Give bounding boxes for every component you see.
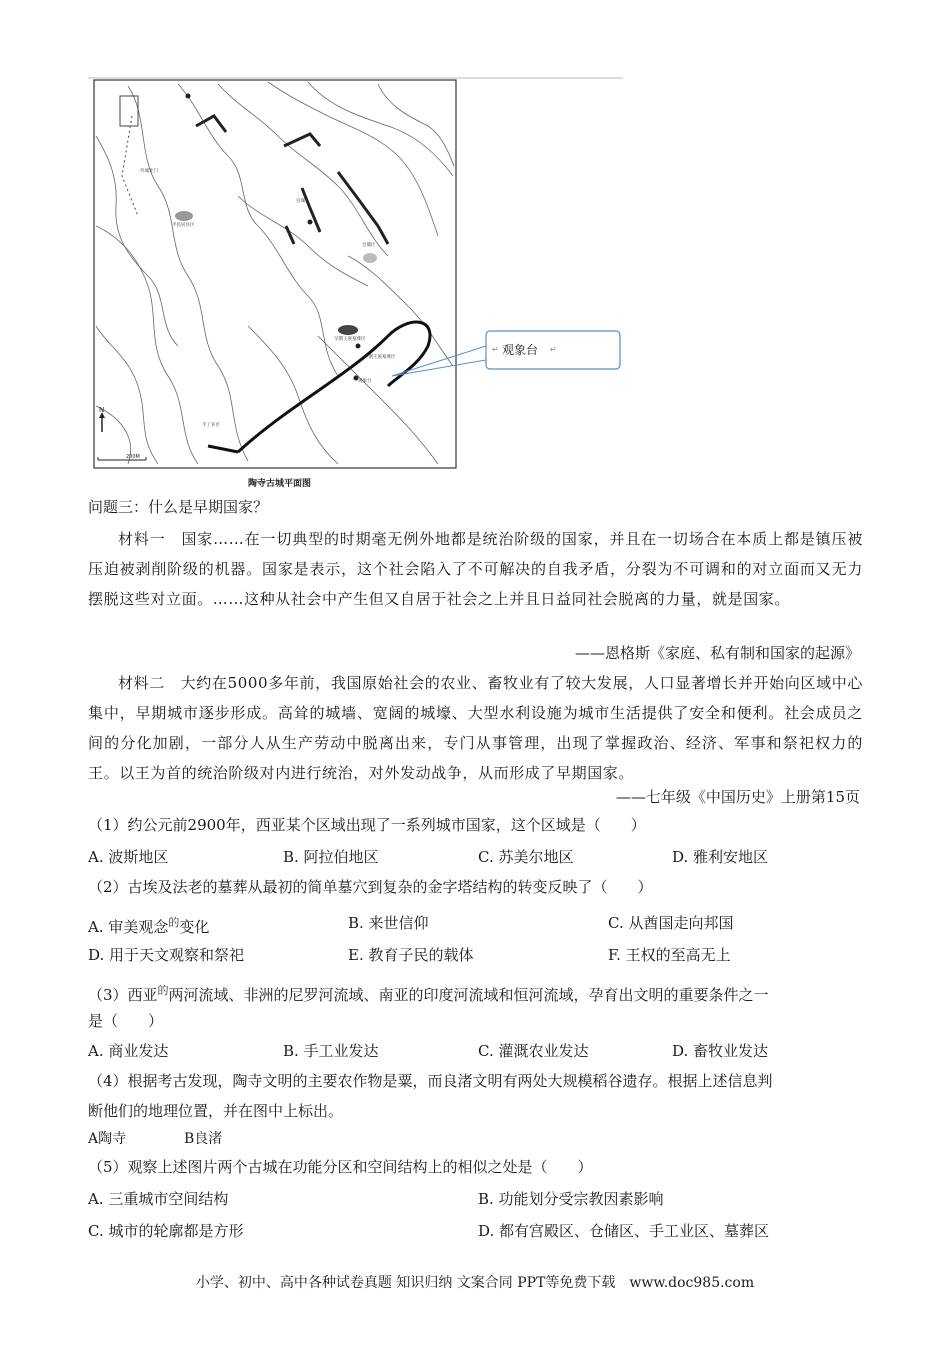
material-two-source: ——七年级《中国历史》上册第15页 bbox=[615, 788, 860, 806]
svg-text:中期王族墓葬区: 中期王族墓葬区 bbox=[364, 355, 396, 360]
q2-option-f[interactable]: F. 王权的至高无上 bbox=[608, 946, 731, 964]
q3-stem-small: 的 bbox=[157, 984, 169, 997]
q1-option-b[interactable]: B. 阿拉伯地区 bbox=[283, 848, 379, 866]
material-one-source: ——恩格斯《家庭、私有制和国家的起源》 bbox=[574, 644, 860, 662]
svg-text:平民居住区: 平民居住区 bbox=[172, 223, 195, 228]
q3-option-b[interactable]: B. 手工业发达 bbox=[283, 1042, 379, 1060]
q3-option-d[interactable]: D. 畜牧业发达 bbox=[672, 1042, 769, 1060]
q5-option-c[interactable]: C. 城市的轮廓都是方形 bbox=[88, 1222, 244, 1240]
site-map-figure bbox=[88, 76, 628, 496]
question-3-stem bbox=[88, 980, 769, 1006]
q1-option-a[interactable]: A. 波斯地区 bbox=[88, 848, 169, 866]
material-one: 材料一 国家……在一切典型的时期毫无例外地都是统治阶级的国家，并且在一切场合在本质上都是镇压被压迫被剥削阶级的机器。国家是表示，这个社会陷入了不可解决的自我矛盾，分裂为不可调和的对立面而又无力摆脱这些对立面。……这种从社会中产生但又自居于社会之上并且日益同社会脱离的力量，就是国家。 bbox=[88, 530, 863, 608]
callout-label: 观象台 bbox=[502, 343, 539, 357]
taosi-city-map bbox=[88, 76, 628, 496]
material-two: 材料二 大约在5000多年前，我国原始社会的农业、畜牧业有了较大发展，人口显著增长并开始向区域中心集中，早期城市逐步形成。高耸的城墙、宽阔的城壕、大型水利设施为城市生活提供了安全和便利。社会成员之间的分化加剧，一部分人从生产劳动中脱离出来，专门从事管理，出现了掌握政治、经济、军事和祭祀权力的王。以王为首的统治阶级对内进行统治，对外发动战争，从而形成了早期国家。 bbox=[88, 674, 863, 782]
q3-stem-b: 两河流域、非洲的尼罗河流域、南亚的印度河流域和恒河流域，孕育出文明的重要条件之一 bbox=[168, 986, 769, 1004]
q1-option-c[interactable]: C. 苏美尔地区 bbox=[478, 848, 574, 866]
svg-text:外城北门: 外城北门 bbox=[140, 169, 158, 174]
svg-text:早期王族墓葬区: 早期王族墓葬区 bbox=[334, 337, 366, 342]
q5-option-b[interactable]: B. 功能划分受宗教因素影响 bbox=[478, 1190, 664, 1208]
q2-option-a[interactable] bbox=[88, 912, 209, 938]
question-2-stem: （2）古埃及法老的墓葬从最初的简单墓穴到复杂的金字塔结构的转变反映了（ ） bbox=[88, 878, 653, 896]
q1-option-d[interactable]: D. 雅利安地区 bbox=[672, 848, 769, 866]
svg-text:观象台: 观象台 bbox=[358, 379, 372, 384]
svg-text:仓储区: 仓储区 bbox=[362, 243, 376, 248]
q2-option-e[interactable]: E. 教育子民的载体 bbox=[348, 946, 474, 964]
q2-option-b[interactable]: B. 来世信仰 bbox=[348, 914, 429, 932]
q2-option-a-small: 的 bbox=[168, 916, 180, 929]
q2-option-a-tail: 变化 bbox=[179, 918, 210, 936]
question-1-stem: （1）约公元前2900年，西亚某个区域出现了一系列城市国家，这个区域是（ ） bbox=[88, 816, 646, 834]
page-footer: 小学、初中、高中各种试卷真题 知识归纳 文案合同 PPT等免费下载 www.doc985.com bbox=[195, 1275, 755, 1291]
q3-option-c[interactable]: C. 灌溉农业发达 bbox=[478, 1042, 589, 1060]
q2-option-d[interactable]: D. 用于天文观察和祭祀 bbox=[88, 946, 245, 964]
question-3-stem-cont: 是（ ） bbox=[88, 1012, 164, 1030]
q5-option-a[interactable]: A. 三重城市空间结构 bbox=[88, 1190, 229, 1208]
map-caption: 陶寺古城平面图 bbox=[248, 479, 312, 489]
scale-label: 200M bbox=[126, 454, 140, 460]
q2-option-c[interactable]: C. 从酋国走向邦国 bbox=[608, 914, 734, 932]
q3-stem-a: （3）西亚 bbox=[88, 986, 158, 1004]
svg-text:宫城: 宫城 bbox=[296, 199, 305, 204]
q4-label-b: B良渚 bbox=[184, 1131, 223, 1147]
q4-label-a: A陶寺 bbox=[88, 1131, 127, 1147]
section-title: 问题三：什么是早期国家？ bbox=[88, 498, 269, 516]
q5-option-d[interactable]: D. 都有宫殿区、仓储区、手工业区、墓葬区 bbox=[478, 1222, 770, 1240]
question-4-stem-cont: 断他们的地理位置，并在图中上标出。 bbox=[88, 1102, 344, 1120]
question-5-stem: （5）观察上述图片两个古城在功能分区和空间结构上的相似之处是（ ） bbox=[88, 1158, 593, 1176]
question-4-stem: （4）根据考古发现，陶寺文明的主要农作物是粟，而良渚文明有两处大规模稻谷遗存。根据上述信息判 bbox=[88, 1072, 773, 1090]
callout-mark-left: ↵ bbox=[492, 345, 499, 354]
q2-option-a-text: A. 审美观念 bbox=[88, 918, 169, 936]
svg-text:手工业区: 手工业区 bbox=[202, 423, 220, 428]
q3-option-a[interactable]: A. 商业发达 bbox=[88, 1042, 169, 1060]
north-label: N bbox=[99, 406, 105, 414]
callout-mark-right: ↵ bbox=[550, 345, 557, 354]
